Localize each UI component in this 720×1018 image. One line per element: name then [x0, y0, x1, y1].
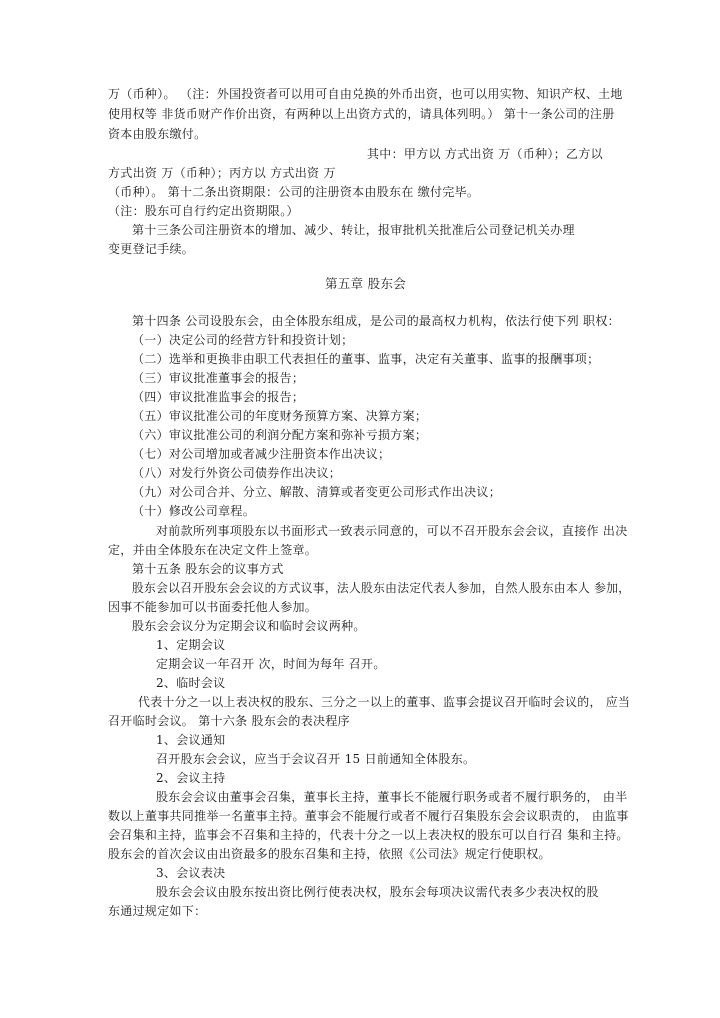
list-item: （六）审议批准公司的利润分配方案和弥补亏损方案； — [132, 428, 428, 442]
text-line: 第十三条公司注册资本的增加、减少、转让，报审批机关批准后公司登记机关办理 — [132, 223, 575, 237]
text-line: 第十四条 公司设股东会，由全体股东组成，是公司的最高权力机构，依法行使下列 职权： — [132, 314, 620, 328]
text-line: 变更登记手续。 — [108, 242, 195, 256]
text-line: 1、会议通知 — [156, 733, 226, 747]
text-line: 因事不能参加可以书面委托他人参加。 — [108, 600, 318, 614]
list-item: （十）修改公司章程。 — [132, 504, 256, 518]
text-line: 方式出资 万（币种）；丙方以 方式出资 万 — [108, 166, 336, 180]
text-line: 代表十分之一以上表决权的股东、三分之一以上的董事、监事会提议召开临时会议的， 应当 — [138, 695, 631, 709]
list-item: （三）审议批准董事会的报告； — [132, 371, 305, 385]
list-item: （九）对公司合并、分立、解散、清算或者变更公司形式作出决议； — [132, 485, 502, 499]
text-line: 对前款所列事项股东以书面形式一致表示同意的，可以不召开股东会会议，直接作 出决 — [156, 524, 628, 538]
text-line: 万（币种）。 （注：外国投资者可以用可自由兑换的外币出资，也可以用实物、知识产权、土地 — [108, 87, 623, 101]
list-item: （七）对公司增加或者减少注册资本作出决议； — [132, 447, 391, 461]
text-line: 定，并由全体股东在决定文件上签章。 — [108, 543, 318, 557]
text-line: 东通过规定如下： — [108, 904, 207, 918]
chapter-heading: 第五章 股东会 — [325, 276, 407, 291]
text-line: 资本由股东缴付。 — [108, 127, 207, 141]
text-line: 数以上董事共同推举一名董事主持。董事会不能履行或者不履行召集股东会会议职责的， 由监事 — [108, 809, 629, 823]
list-item: （二）选举和更换非由职工代表担任的董事、监事，决定有关董事、监事的报酬事项； — [132, 352, 600, 366]
list-item: （四）审议批准监事会的报告； — [132, 390, 305, 404]
text-line: 第十五条 股东会的议事方式 — [132, 562, 284, 576]
text-line: 2、临时会议 — [156, 676, 226, 690]
text-line: 定期会议一年召开 次，时间为每年 召开。 — [156, 657, 386, 671]
text-line: 股东会以召开股东会会议的方式议事，法人股东由法定代表人参加，自然人股东由本人 参加， — [132, 581, 631, 595]
list-item: （八）对发行外资公司债券作出决议； — [132, 466, 342, 480]
text-line: （注：股东可自行约定出资期限。） — [108, 204, 299, 218]
text-line: 1、定期会议 — [156, 638, 226, 652]
text-line: 2、会议主持 — [156, 771, 226, 785]
text-line: 使用权等 非货币财产作价出资，有两种以上出资方式的，请具体列明。） 第十一条公司的注册 — [108, 107, 615, 121]
text-line: （币种）。 第十二条出资期限：公司的注册资本由股东在 缴付完毕。 — [108, 185, 480, 199]
text-line: 召开股东会会议，应当于会议召开 15 日前通知全体股东。 — [156, 752, 476, 766]
text-line: 召开临时会议。 第十六条 股东会的表决程序 — [108, 714, 350, 728]
list-item: （一）决定公司的经营方针和投资计划； — [132, 333, 354, 347]
text-line: 股东会的首次会议由出资最多的股东召集和主持，依照《公司法》规定行使职权。 — [108, 847, 551, 861]
text-line: 其中：甲方以 方式出资 万（币种）；乙方以 — [367, 147, 603, 161]
text-line: 股东会会议分为定期会议和临时会议两种。 — [132, 619, 366, 633]
list-item: （五）审议批准公司的年度财务预算方案、决算方案； — [132, 409, 428, 423]
text-line: 会召集和主持，监事会不召集和主持的，代表十分之一以上表决权的股东可以自行召 集和主持。 — [108, 828, 629, 842]
text-line: 股东会会议由股东按出资比例行使表决权，股东会每项决议需代表多少表决权的股 — [156, 885, 599, 899]
text-line: 股东会会议由董事会召集，董事长主持，董事长不能履行职务或者不履行职务的， 由半 — [156, 790, 628, 804]
text-line: 3、会议表决 — [156, 866, 226, 880]
